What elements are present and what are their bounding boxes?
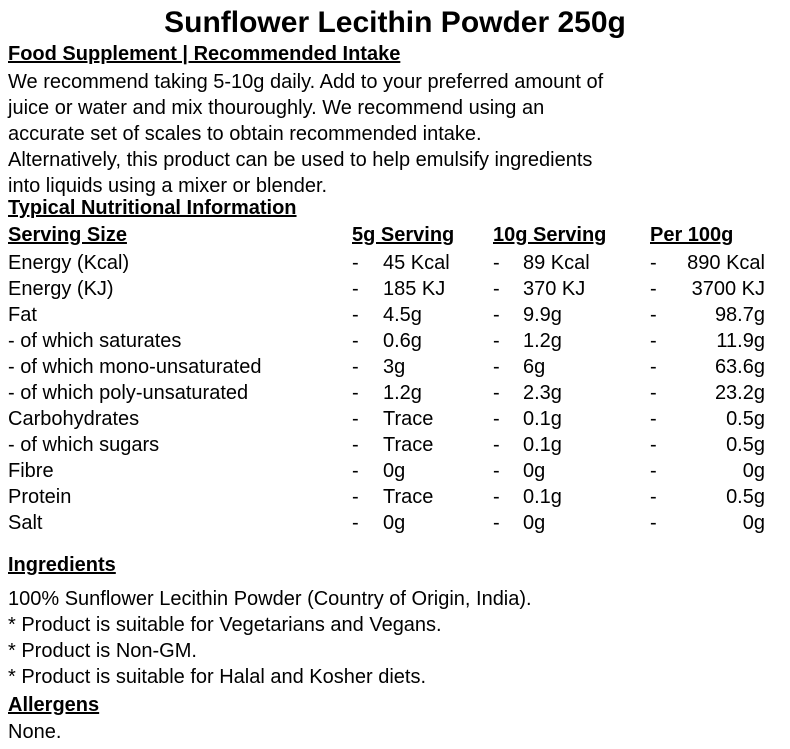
nutrition-header-row (0, 222, 790, 248)
value-10g: 89 Kcal (523, 252, 590, 274)
dash: - (650, 382, 657, 404)
ingredient-line: * Product is suitable for Halal and Kosher diets. (8, 666, 426, 688)
ingredients-heading: Ingredients (8, 554, 116, 576)
dash: - (493, 252, 500, 274)
value-10g: 370 KJ (523, 278, 586, 300)
table-row (0, 250, 790, 276)
ingredient-line: * Product is Non-GM. (8, 640, 197, 662)
value-10g: 0.1g (523, 486, 562, 508)
nutrient-name: Energy (KJ) (8, 278, 114, 300)
dash: - (352, 434, 359, 456)
value-10g: 0g (523, 460, 546, 482)
value-10g: 0g (523, 512, 546, 534)
dash: - (352, 460, 359, 482)
value-5g: 0.6g (383, 330, 422, 352)
intake-paragraph (8, 69, 603, 199)
nutrient-name: Salt (8, 512, 43, 534)
value-5g: Trace (383, 486, 434, 508)
value-10g: 0.1g (523, 408, 562, 430)
ingredient-line: 100% Sunflower Lecithin Powder (Country of Origin, India). (8, 588, 532, 610)
table-row (0, 354, 790, 380)
dash: - (493, 356, 500, 378)
dash: - (352, 512, 359, 534)
value-5g: 1.2g (383, 382, 422, 404)
nutrient-name: - of which mono-unsaturated (8, 356, 262, 378)
nutrient-name: Fat (8, 304, 37, 326)
ingredient-line: * Product is suitable for Vegetarians and Vegans. (8, 614, 442, 636)
nutrient-name: Energy (Kcal) (8, 252, 130, 274)
dash: - (650, 512, 657, 534)
dash: - (650, 252, 657, 274)
dash: - (352, 252, 359, 274)
dash: - (493, 382, 500, 404)
nutrient-name: - of which poly-unsaturated (8, 382, 249, 404)
value-5g: 45 Kcal (383, 252, 450, 274)
table-row (0, 406, 790, 432)
dash: - (493, 460, 500, 482)
intake-line: We recommend taking 5-10g daily. Add to your preferred amount of (8, 71, 604, 93)
intake-heading: Food Supplement | Recommended Intake (8, 43, 401, 65)
dash: - (650, 460, 657, 482)
intake-line: accurate set of scales to obtain recommended intake. (8, 123, 482, 145)
dash: - (493, 486, 500, 508)
table-row (0, 276, 790, 302)
value-100g: 0.5g (726, 408, 765, 430)
intake-line: into liquids using a mixer or blender. (8, 175, 328, 197)
value-100g: 23.2g (714, 382, 765, 404)
table-row (0, 510, 790, 536)
table-row (0, 432, 790, 458)
page-title: Sunflower Lecithin Powder 250g (164, 6, 626, 39)
dash: - (650, 486, 657, 508)
table-row (0, 458, 790, 484)
value-10g: 0.1g (523, 434, 562, 456)
value-10g: 6g (523, 356, 546, 378)
dash: - (650, 304, 657, 326)
header-serving-size: Serving Size (8, 224, 127, 246)
table-row (0, 484, 790, 510)
value-5g: Trace (383, 408, 434, 430)
header-100g: Per 100g (650, 224, 734, 246)
nutrient-name: - of which saturates (8, 330, 182, 352)
value-100g: 3700 KJ (691, 278, 765, 300)
dash: - (493, 512, 500, 534)
nutrient-name: Fibre (8, 460, 54, 482)
value-100g: 63.6g (714, 356, 765, 378)
table-row (0, 380, 790, 406)
nutrition-heading: Typical Nutritional Information (8, 197, 297, 219)
table-row (0, 328, 790, 354)
allergens-heading: Allergens (8, 694, 100, 716)
value-100g: 0.5g (726, 486, 765, 508)
header-5g: 5g Serving (352, 224, 455, 246)
dash: - (352, 330, 359, 352)
dash: - (493, 330, 500, 352)
dash: - (650, 278, 657, 300)
value-10g: 1.2g (523, 330, 562, 352)
dash: - (493, 304, 500, 326)
dash: - (352, 304, 359, 326)
dash: - (650, 330, 657, 352)
value-5g: 0g (383, 512, 406, 534)
table-row (0, 302, 790, 328)
value-100g: 11.9g (716, 330, 765, 352)
value-100g: 0g (742, 512, 765, 534)
value-100g: 890 Kcal (687, 252, 765, 274)
dash: - (352, 356, 359, 378)
value-10g: 9.9g (523, 304, 562, 326)
value-5g: 185 KJ (383, 278, 446, 300)
ingredients-list (8, 586, 532, 690)
dash: - (493, 408, 500, 430)
dash: - (650, 408, 657, 430)
dash: - (352, 382, 359, 404)
nutrient-name: - of which sugars (8, 434, 160, 456)
dash: - (493, 278, 500, 300)
value-5g: 3g (383, 356, 406, 378)
dash: - (650, 356, 657, 378)
nutrient-name: Protein (8, 486, 72, 508)
value-100g: 0.5g (726, 434, 765, 456)
nutrient-name: Carbohydrates (8, 408, 140, 430)
dash: - (493, 434, 500, 456)
header-10g: 10g Serving (493, 224, 607, 246)
value-5g: 0g (383, 460, 406, 482)
value-10g: 2.3g (523, 382, 562, 404)
value-5g: 4.5g (383, 304, 422, 326)
intake-line: Alternatively, this product can be used to help emulsify ingredients (8, 149, 593, 171)
dash: - (352, 278, 359, 300)
allergens-text: None. (8, 721, 62, 743)
dash: - (352, 486, 359, 508)
dash: - (650, 434, 657, 456)
intake-line: juice or water and mix thouroughly. We recommend using an (8, 97, 545, 119)
value-100g: 98.7g (714, 304, 765, 326)
value-5g: Trace (383, 434, 434, 456)
value-100g: 0g (742, 460, 765, 482)
dash: - (352, 408, 359, 430)
